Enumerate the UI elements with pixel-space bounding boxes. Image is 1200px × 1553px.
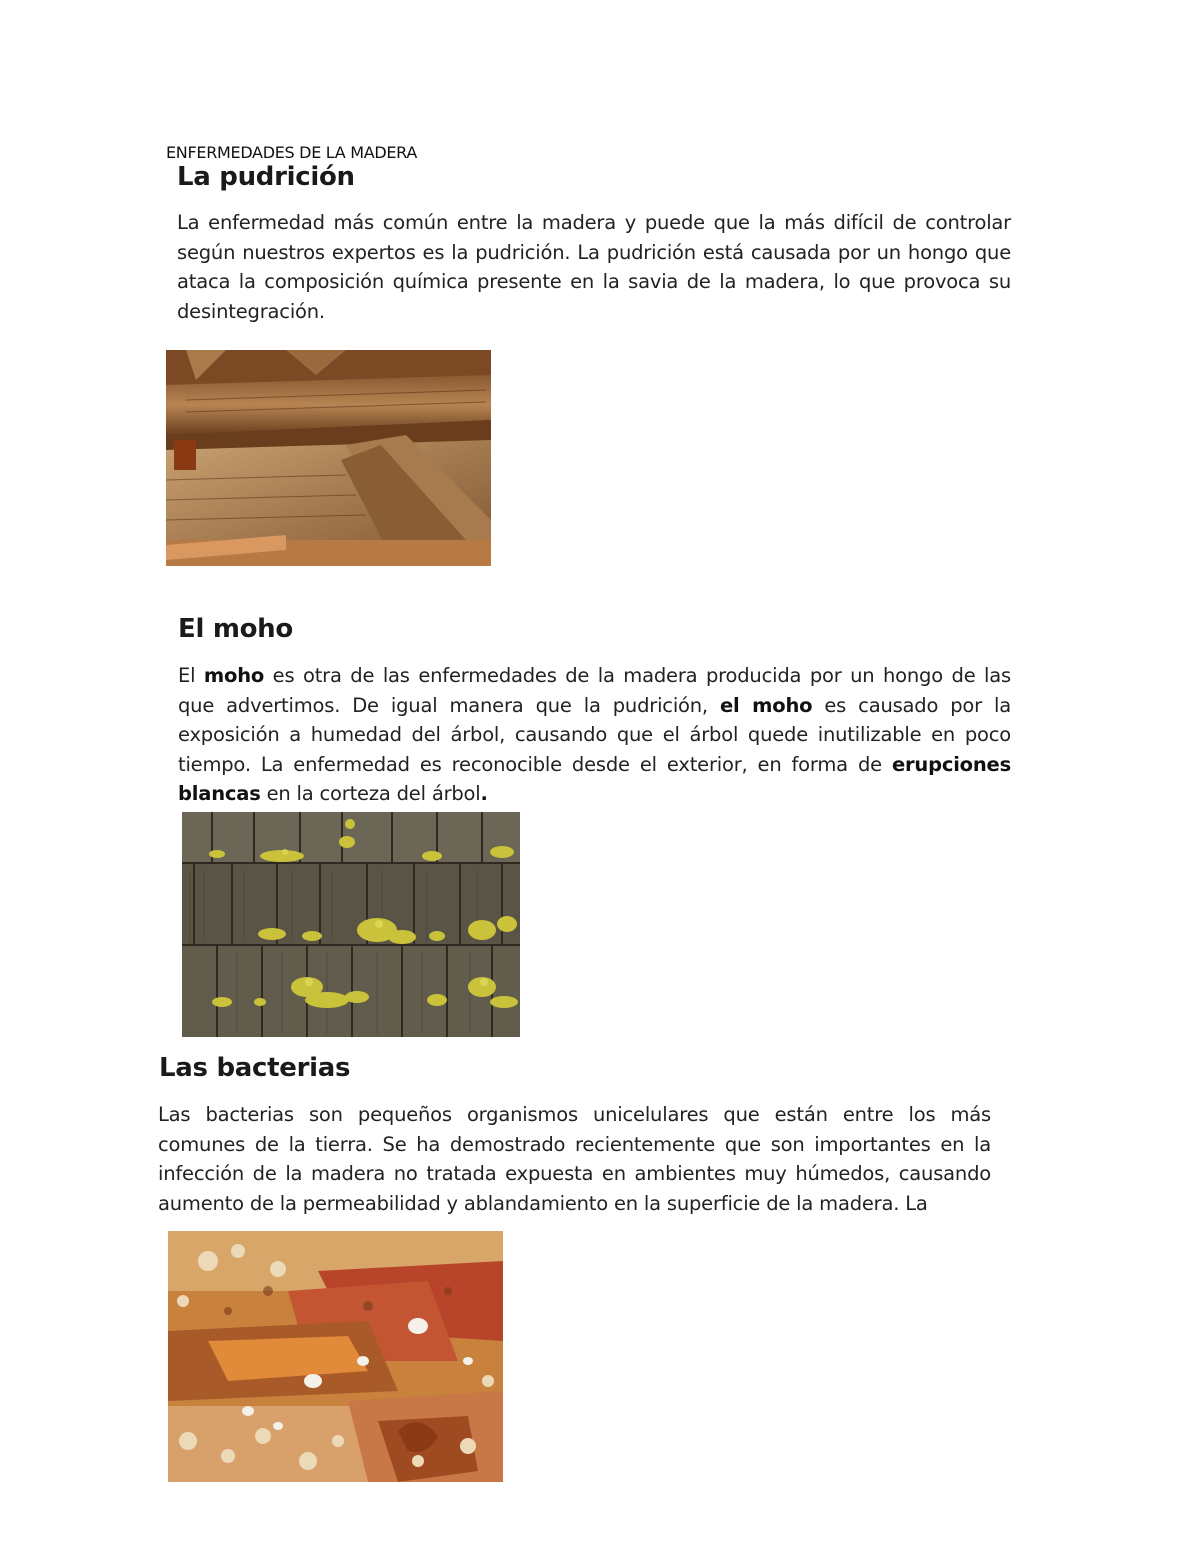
bacteria-wood-illustration [168,1231,503,1482]
heading-pudricion: La pudrición [177,162,355,192]
heading-bacterias: Las bacterias [159,1053,351,1083]
bold-text-run: erupciones blancas [178,752,1011,805]
paragraph-pudricion: La enfermedad más común entre la madera y puede que la más difícil de controlar según nuestros expertos es la pudrición. La pudrición está causada por un hongo que ataca la composición química presente en la savia de la madera, lo que provoca su desintegración. [177,211,1011,323]
paragraph-bacterias: Las bacterias son pequeños organismos unicelulares que están entre los más comunes de la tierra. Se ha demostrado recientemente que son importantes en la infección de la madera no tratada expuesta en ambientes muy húmedos, causando aumento de la permeabilidad y ablandamiento en la superficie de la madera. La [158,1103,991,1215]
bold-text-run: el moho [719,693,813,717]
bold-text-run: moho [203,664,265,687]
paragraph-moho [178,661,1011,809]
text-run: en la corteza del árbol [260,782,481,805]
rotten-wood-illustration [166,350,491,566]
text-run: El [178,664,204,687]
rotten-wood-photo [166,350,491,566]
bold-text-run: . [480,782,488,805]
heading-moho: El moho [178,614,293,644]
text-run: es causado por la exposición a humedad del árbol, causando que el árbol quede inutilizable en poco tiempo. La enfermedad es reconocible desde el exterior, en forma de [178,693,1011,776]
bacteria-wood-photo [168,1231,503,1482]
mold-shingles-illustration [182,812,520,1037]
document-title: ENFERMEDADES DE LA MADERA [166,143,418,162]
mold-shingles-photo [182,812,520,1037]
text-run: es otra de las enfermedades de la madera producida por un hongo de las que advertimos. De igual manera que la pudrición, [178,664,1011,717]
